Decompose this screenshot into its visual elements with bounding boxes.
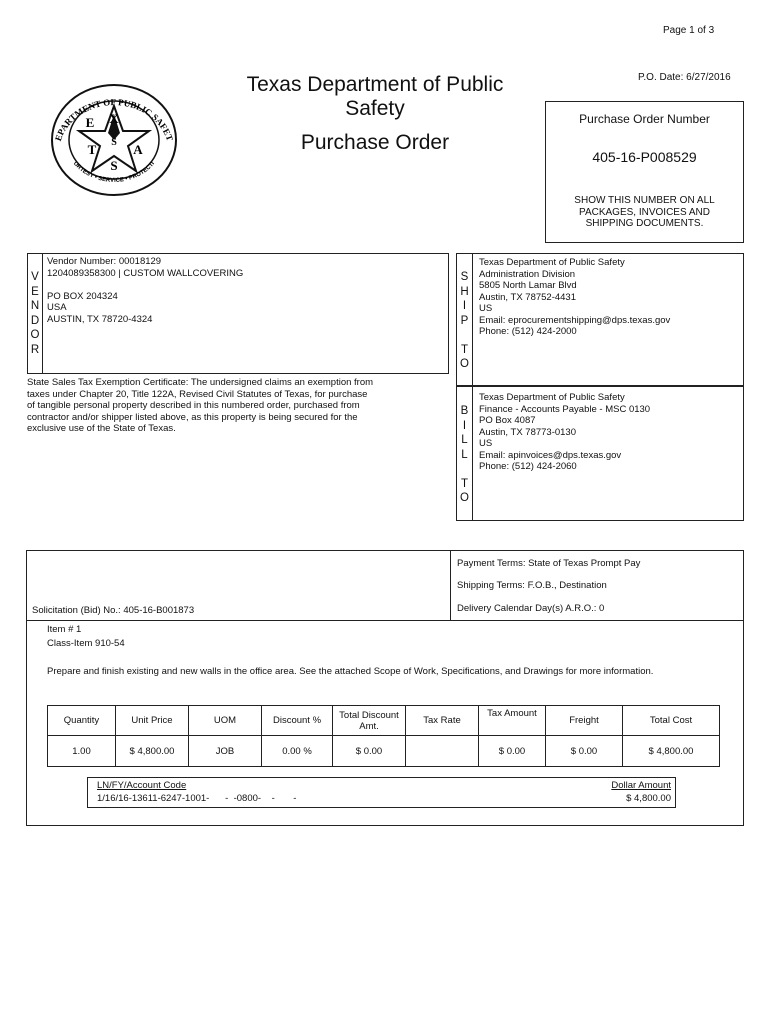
terms-vertical-divider [450, 550, 451, 621]
bill-to-details: Texas Department of Public Safety Finance - Accounts Payable - MSC 0130 PO Box 4087 Austin, TX 78773-0130 US Email: apinvoices@dps.texas.gov Phone: (512) 424-2060 [479, 392, 651, 472]
svg-text:T: T [87, 142, 97, 157]
item-table [47, 705, 720, 767]
account-code: 1/16/16-13611-6247-1001- - -0800- - - [97, 793, 297, 804]
page-label: Page 1 of 3 [663, 25, 715, 36]
solicitation-number: Solicitation (Bid) No.: 405-16-B001873 [32, 605, 195, 616]
po-number-box [545, 101, 744, 243]
terms-bottom-divider [26, 620, 744, 621]
title-line-3: Purchase Order [300, 131, 450, 154]
star-seal-icon [48, 82, 180, 198]
title-line-1: Texas Department of Public [246, 73, 504, 96]
ship-to-divider [472, 253, 473, 386]
po-number: 405-16-P008529 [592, 149, 697, 165]
ship-to-details: Texas Department of Public Safety Administration Division 5805 North Lamar Blvd Austin, TX 78752-4431 US Email: eprocurementshipping@dps.texas.gov Phone: (512) 424-2000 [479, 257, 671, 337]
vendor-address: PO BOX 204324 [47, 290, 118, 302]
tax-exemption-text: State Sales Tax Exemption Certificate: The undersigned claims an exemption from taxes under Chapter 20, Title 122A, Revised Civil Statutes of Texas, for purchase of tangible personal property described in this numbered order, purchased from contractor and/or shipper listed above, as this property is being secured for the exclusive use of the State of Texas. [27, 377, 374, 434]
dollar-amount-header: Dollar Amount [611, 780, 671, 791]
vendor-details: Vendor Number: 00018129 1204089358300 | CUSTOM WALLCOVERING PO BOX 204324 USA AUSTIN, TX 78720-4324 [47, 256, 244, 325]
svg-text:S: S [110, 158, 118, 173]
svg-text:S: S [111, 137, 117, 148]
svg-text:A: A [133, 142, 143, 157]
svg-text:E: E [85, 115, 95, 130]
title-line-2: Safety [345, 97, 405, 120]
dollar-amount: $ 4,800.00 [626, 793, 671, 804]
dps-seal-logo [48, 82, 180, 198]
shipping-terms: Shipping Terms: F.O.B., Destination [457, 580, 607, 591]
po-number-note: SHOW THIS NUMBER ON ALL PACKAGES, INVOICES AND SHIPPING DOCUMENTS. [574, 195, 715, 229]
po-date: P.O. Date: 6/27/2016 [638, 72, 731, 83]
vendor-number: Vendor Number: 00018129 [47, 256, 162, 267]
payment-terms: Payment Terms: State of Texas Prompt Pay [457, 558, 641, 569]
bill-to-side-label: B I L L T O [460, 405, 469, 504]
class-item: Class-Item 910-54 [47, 638, 125, 649]
ship-to-side-label: S H I P T O [460, 271, 469, 370]
table-row: 1.00 $ 4,800.00 JOB 0.00 % $ 0.00 $ 0.00 $ 0.00 $ 4,800.00 [48, 736, 720, 767]
po-number-label: Purchase Order Number [579, 112, 710, 126]
item-description: Prepare and finish existing and new walls in the office area. See the attached Scope of Work, Specifications, and Drawings for more information. [47, 666, 654, 677]
svg-text:DEPARTMENT OF PUBLIC SAFETY: EPARTMENT OF PUBLIC SAFET [52, 97, 176, 143]
item-number: Item # 1 [47, 624, 82, 635]
account-code-header: LN/FY/Account Code [97, 780, 187, 791]
item-table-header: Quantity Unit Price UOM Discount % Total Discount Amt. Tax Rate Tax Amount Freight Total Cost [48, 706, 720, 736]
bill-to-divider [472, 386, 473, 521]
svg-text:X: X [109, 111, 119, 126]
vendor-side-label: V E N D O R [30, 271, 40, 356]
delivery-terms: Delivery Calendar Day(s) A.R.O.: 0 [457, 603, 605, 614]
vendor-divider [42, 253, 43, 374]
svg-text:COURTESY • SERVICE • PROTECTIO: URTESY • SERVICE • PROTECTI [71, 160, 157, 184]
vendor-name: 1204089358300 | CUSTOM WALLCOVERING [47, 267, 244, 279]
page-title [210, 73, 540, 155]
